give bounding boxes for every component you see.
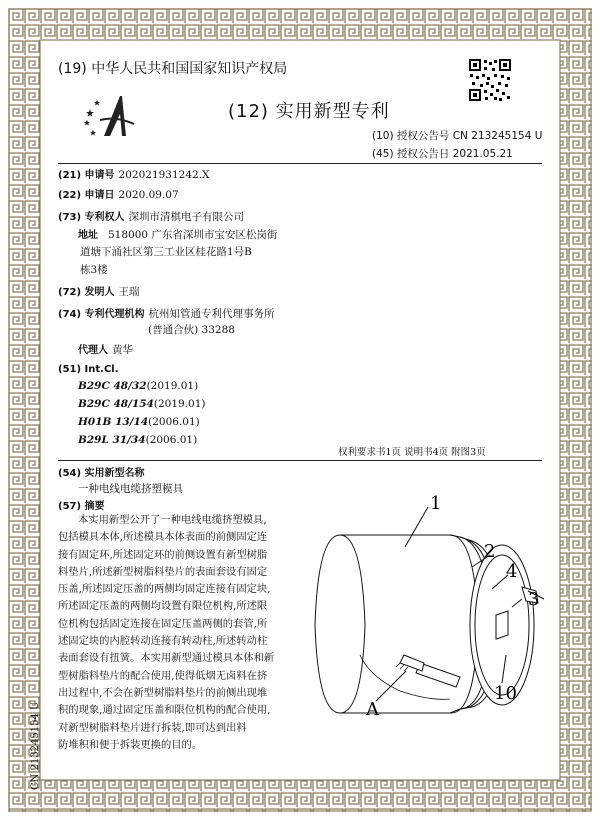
- address-label: 地址: [78, 230, 98, 241]
- abstract-text: [58, 512, 296, 754]
- qr-code-icon[interactable]: [468, 58, 512, 102]
- ipc-entry: [78, 398, 206, 410]
- publication-number: (10) 授权公告号 CN 213245154 U: [372, 130, 543, 142]
- vertical-publication-number: CN 213245154 U: [30, 701, 41, 790]
- application-number-row: [58, 166, 210, 181]
- abstract-line: 对新型树脂料垫片进行拆装,即可达到出料: [58, 721, 247, 734]
- agency-name: 杭州知管通专利代理事务所: [148, 308, 275, 320]
- ipc-label: (51) Int.Cl.: [58, 364, 119, 375]
- ipc-code: H01B 13/14: [78, 416, 149, 428]
- abstract-line: 积的现象,通过固定压盖和限位机构的配合使用,: [58, 704, 271, 717]
- address-line-3: 栋3楼: [80, 264, 108, 276]
- abstract-line: 包括模具本体,所述模具本体表面的前侧固定连: [58, 531, 268, 544]
- address-line-1: 518000 广东省深圳市宝安区松岗街: [108, 229, 278, 241]
- filing-date-label: (22) 申请日: [58, 190, 115, 201]
- agent-name: 黄华: [112, 344, 133, 356]
- application-number: 202021931242.X: [118, 169, 210, 181]
- ipc-version: (2019.01): [146, 380, 199, 392]
- abstract-line: 压盖,所述固定压盖的两侧均固定连接有固定块,: [58, 583, 271, 596]
- callout-2: 2: [484, 541, 496, 562]
- callout-3: 3: [528, 589, 540, 610]
- abstract-line: 本实用新型公开了一种电线电缆挤塑模具,: [78, 514, 267, 526]
- inventor-label: (72) 发明人: [58, 287, 115, 298]
- cnipa-emblem-icon: [82, 90, 140, 140]
- mold-drawing: [300, 495, 550, 725]
- ipc-version: (2006.01): [145, 434, 198, 446]
- filing-date-row: [58, 186, 179, 201]
- office-heading: (19) 中华人民共和国国家知识产权局: [58, 61, 288, 77]
- agency-row: [58, 305, 275, 321]
- invention-title: 一种电线电缆挤塑模具: [78, 483, 183, 495]
- ipc-code: B29C 48/154: [78, 398, 154, 410]
- inventor-name: 王瑞: [118, 286, 140, 298]
- abstract-line: 接有固定环,所述固定环的前侧设置有新型树脂: [58, 548, 268, 561]
- abstract-line: 位机构包括固定连接在固定压盖两侧的套管,所: [58, 617, 268, 630]
- inventor-row: [58, 283, 140, 299]
- ipc-version: (2006.01): [148, 416, 200, 428]
- agency-line-2: (普通合伙) 33288: [148, 324, 235, 336]
- abstract-label: (57) 摘要: [58, 501, 105, 512]
- ipc-version: (2019.01): [153, 398, 206, 410]
- ipc-entry: [78, 380, 198, 392]
- application-number-label: (21) 申请号: [58, 170, 115, 181]
- publication-date: (45) 授权公告日 2021.05.21: [372, 148, 513, 160]
- callout-10: 10: [494, 683, 517, 704]
- abstract-line: 料垫片,所述新型树脂料垫片的表面套设有固定: [58, 565, 268, 578]
- agency-label: (74) 专利代理机构: [58, 309, 145, 320]
- abstract-line: 出过程中,不会在新型树脂料垫片的前侧出现堆: [58, 686, 268, 699]
- agent-row: [78, 341, 133, 357]
- abstract-line: 述固定块的内腔转动连接有转动柱,所述转动柱: [58, 635, 268, 648]
- owner-row: [58, 208, 244, 224]
- section-divider: [58, 460, 542, 461]
- title-label: (54) 实用新型名称: [58, 468, 145, 479]
- ipc-entry: [78, 416, 200, 428]
- callout-1: 1: [430, 495, 442, 514]
- callout-A: A: [366, 699, 379, 720]
- address-row: [78, 226, 277, 242]
- ipc-code: B29L 31/34: [78, 434, 146, 446]
- filing-date: 2020.09.07: [118, 189, 179, 201]
- owner-label: (73) 专利权人: [58, 212, 125, 223]
- ipc-code: B29C 48/32: [78, 380, 147, 392]
- ipc-entry: [78, 434, 197, 446]
- owner-name: 深圳市清棋电子有限公司: [128, 211, 245, 223]
- callout-4: 4: [506, 561, 518, 582]
- page-counts: 权利要求书1页 说明书4页 附图3页: [338, 447, 486, 458]
- agent-label: 代理人: [78, 345, 108, 356]
- address-line-2: 道塘下涌社区第三工业区桂花路1号B: [80, 246, 252, 258]
- abstract-line: 表面套设有扭簧。本实用新型通过模具本体和新: [58, 652, 275, 665]
- header-divider: [58, 163, 542, 164]
- abstract-line: 所述固定压盖的两侧均设置有限位机构,所述限: [58, 600, 268, 613]
- document-type: (12) 实用新型专利: [228, 101, 390, 122]
- abstract-line: 型树脂料垫片的配合使用,使得低烟无卤料在挤: [58, 669, 268, 682]
- abstract-line: 防堆积和便于拆装更换的目的。: [58, 738, 203, 751]
